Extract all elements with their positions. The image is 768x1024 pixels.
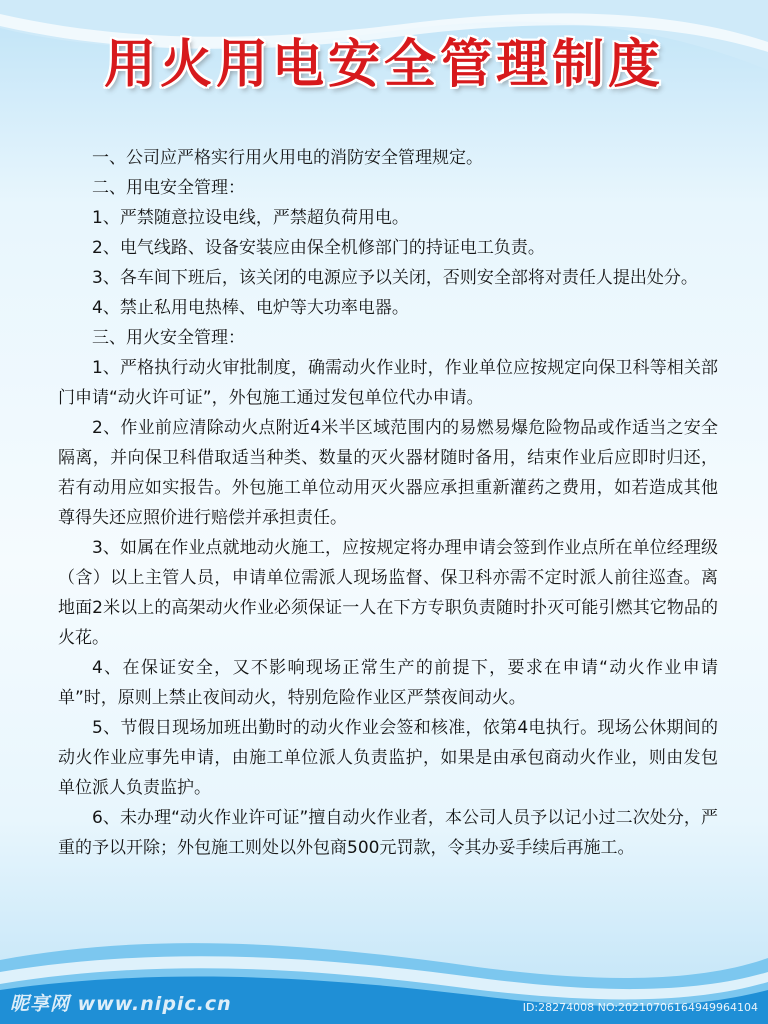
section-heading-electricity: 二、用电安全管理： (92, 178, 245, 198)
regulation-body (58, 143, 718, 863)
watermark-logo: 昵享网 www.nipic.cn (10, 993, 232, 1015)
paragraph-fire-2: 2、作业前应清除动火点附近4米半区域范围内的易燃易爆危险物品或作适当之安全隔离，并向保卫科借取适当种类、数量的灭火器材随时备用，结束作业后应即时归还，若有动用应如实报告。外包施工单位动用灭火器应承担重新灌药之费用，如若造成其他尊得失还应照价进行赔偿并承担责任。 (58, 418, 718, 528)
paragraph-electricity-2: 2、电气线路、设备安装应由保全机修部门的持证电工负责。 (92, 238, 545, 258)
paragraph-fire-4: 4、在保证安全，又不影响现场正常生产的前提下，要求在申请“动火作业申请单”时，原则上禁止夜间动火，特别危险作业区严禁夜间动火。 (58, 658, 718, 708)
section-heading-fire: 三、用火安全管理： (92, 328, 245, 348)
watermark-id: ID:28274008 NO:20210706164949964104 (522, 1001, 758, 1014)
paragraph-fire-1: 1、严格执行动火审批制度，确需动火作业时，作业单位应按规定向保卫科等相关部门申请“动火许可证”，外包施工通过发包单位代办申请。 (58, 358, 718, 408)
paragraph-electricity-3: 3、各车间下班后，该关闭的电源应予以关闭，否则安全部将对责任人提出处分。 (92, 268, 698, 288)
paragraph-general-rule: 一、公司应严格实行用火用电的消防安全管理规定。 (92, 148, 483, 168)
paragraph-fire-5: 5、节假日现场加班出勤时的动火作业会签和核准，依第4电执行。现场公休期间的动火作业应事先申请，由施工单位派人负责监护，如果是由承包商动火作业，则由发包单位派人负责监护。 (58, 718, 718, 798)
paragraph-electricity-1: 1、严禁随意拉设电线，严禁超负荷用电。 (92, 208, 409, 228)
paragraph-fire-3: 3、如属在作业点就地动火施工，应按规定将办理申请会签到作业点所在单位经理级（含）以上主管人员，申请单位需派人现场监督、保卫科亦需不定时派人前往巡查。离地面2米以上的高架动火作业必须保证一人在下方专职负责随时扑灭可能引燃其它物品的火花。 (58, 538, 718, 648)
poster-title: 用火用电安全管理制度 (103, 35, 664, 95)
paragraph-electricity-4: 4、禁止私用电热棒、电炉等大功率电器。 (92, 298, 409, 318)
paragraph-fire-6: 6、未办理“动火作业许可证”擅自动火作业者，本公司人员予以记小过二次处分，严重的予以开除；外包施工则处以外包商500元罚款，令其办妥手续后再施工。 (58, 808, 718, 858)
